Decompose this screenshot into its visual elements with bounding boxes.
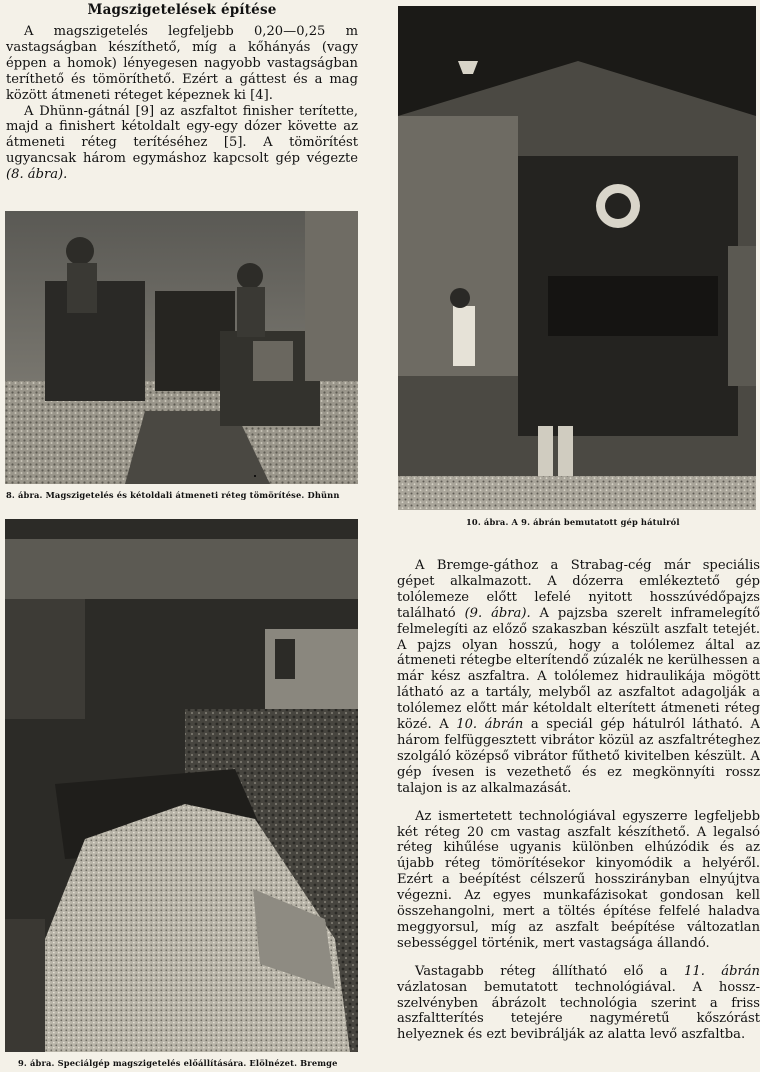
paragraph-1: A magszigetelés legfeljebb 0,20—0,25 m vastagságban készíthető, míg a kőhányás (vagy éppen a homok) lényegesen nagyobb vastagságban teríthető és tömöríthető. Ezért a gáttest és a mag között átmeneti réteget képeznek ki [4].: [6, 24, 358, 103]
paragraph-3-text-b: A pajzsba szerelt inframeleg​ítő felmelegíti az előző szakaszban készült aszfalt tetejét. A pajzs olyan hosszú, hogy a tolólemez által az átmeneti rétegbe elterítendő zúzalék ne kerülhessen a már kész aszfaltra. A tolólemez hidraulikája mögött látható az a tartály, melyből az aszfaltot adagolják a tolólemez előtt már kétoldalt elterített átmeneti réteg közé. A: [397, 605, 760, 733]
figure-11-reference: 11. ábrán: [684, 963, 760, 979]
figure-8-reference: (8. ábra).: [6, 167, 68, 183]
figure-10-reference: 10. ábrán: [456, 717, 524, 733]
figure-10-caption: 10. ábra. A 9. ábrán bemutatott gép hátulról: [466, 517, 680, 527]
figure-9-caption: 9. ábra. Speciálgép magszigetelés előállítására. Elölnézet. Bremge: [18, 1058, 338, 1068]
paragraph-2-text: A Dhünn-gátnál [9] az aszfaltot finisher terítette, majd a finishert kétoldalt egy-egy dózer követte az átmeneti réteg terítéséhez [5]. A tömörítést ugyancsak három egymáshoz kapcsolt gép végezte: [6, 103, 358, 167]
paragraph-3-text-c: a speciál gép hátulról látható. A három felfüggesztett vibrátor közül az aszfaltréteghez szolgáló középső vibrátor fűthető kivitelben készült. A gép ívesen is vezethető és ez megkönnyíti rossz talajon is az alkalmazását.: [397, 717, 760, 796]
right-column: [397, 558, 760, 1043]
paragraph-2: [6, 104, 358, 184]
section-title: Magszigetelések építése: [87, 2, 277, 18]
figure-8-photo: [5, 211, 358, 484]
left-column: [6, 0, 358, 183]
figure-9-photo: [5, 519, 358, 1052]
paragraph-3: [397, 558, 760, 797]
figure-8-caption: 8. ábra. Magszigetelés és kétoldali átmeneti réteg tömörítése. Dhünn: [6, 490, 340, 500]
paragraph-5: [397, 964, 760, 1044]
figure-9-reference: (9. ábra).: [464, 605, 531, 621]
paragraph-4: Az ismertetett technológiával egyszerre legfeljebb két réteg 20 cm vastag aszfalt készíthető. A legalsó réteg kihűlése ugyanis különben elhúzódik és az újabb réteg tömörítésekor kinyomódik a helyéről. Ezért a beépítést célszerű hosszirányban elnyújtva végezni. Az egyes munkafázisokat gondosan kell összehangolni, mert a töltés építése felfelé haladva meggyorsul, míg az aszfalt beépítése változatlan sebességgel történik, mert vastagsága állandó.: [397, 808, 760, 951]
figure-10-photo: [398, 6, 756, 510]
paragraph-5-text-a: Vastagabb réteg állítható elő a: [415, 963, 668, 979]
paragraph-3-text-a: A Bremge-gáthoz a Strabag-cég már speciális gépet alkalmazott. A dózerra emlékeztető gép tolólemeze előtt lefelé nyitott hosszúvédőpajzs található: [397, 558, 760, 621]
paragraph-5-text-b: vázlatosan bemutatott technológiával. A hossz-szelvényben ábrázolt technológia szerint a friss aszfaltterítés tetejére nagyméretű kőszórást helyeznek és ezt bevibrálják az alatta levő aszfaltba.: [397, 979, 760, 1043]
